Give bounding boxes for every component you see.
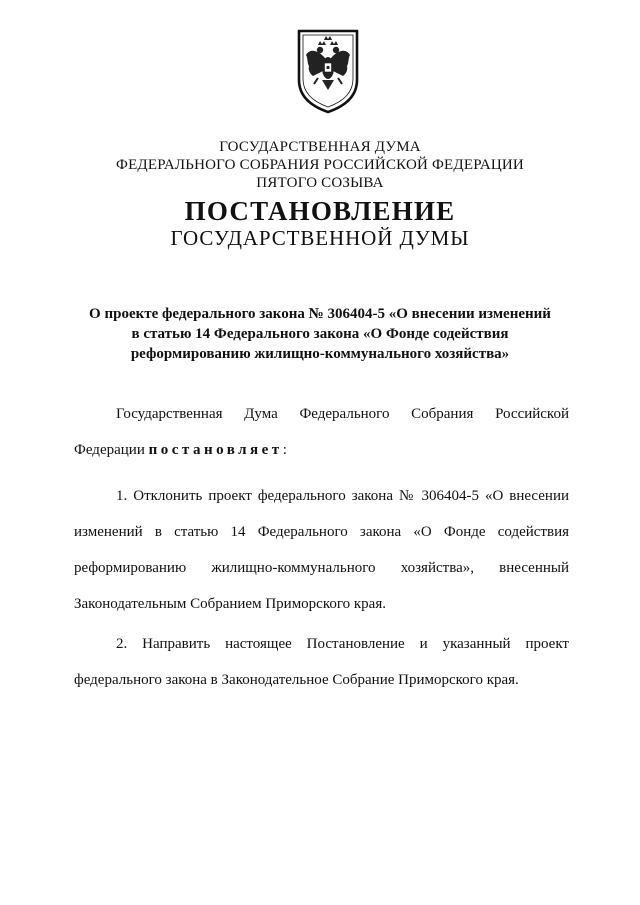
item-1-paragraph: 1. Отклонить проект федерального закона № 306404-5 «О внесении изменений в статью 14 Федерального закона «О Фонде содействия реформированию жилищно-коммунального хозяйства», внесенный Законодательным Собранием Приморского края. — [74, 488, 569, 612]
intro-text: Государственная Дума Федерального Собрания Российской Федерации — [74, 406, 569, 458]
issuer-line-2: ФЕДЕРАЛЬНОГО СОБРАНИЯ РОССИЙСКОЙ ФЕДЕРАЦИИ — [116, 157, 524, 173]
coat-of-arms-emblem-icon — [296, 28, 360, 114]
issuer-line-3: ПЯТОГО СОЗЫВА — [256, 175, 384, 191]
subject-line-2: в статью 14 Федерального закона «О Фонде содействия — [131, 326, 509, 342]
document-body — [74, 396, 569, 698]
document-subtitle: ГОСУДАРСТВЕННОЙ ДУМЫ — [170, 226, 470, 250]
document-subject — [60, 304, 580, 364]
document-title: ПОСТАНОВЛЕНИЕ — [184, 196, 456, 226]
resolves-word: постановляет — [148, 442, 283, 458]
subject-line-3: реформированию жилищно-коммунального хозяйства» — [130, 346, 510, 362]
issuer-header — [0, 138, 640, 192]
item-2-paragraph: 2. Направить настоящее Постановление и указанный проект федерального закона в Законодательное Собрание Приморского края. — [74, 636, 569, 688]
issuer-line-1: ГОСУДАРСТВЕННАЯ ДУМА — [219, 139, 421, 155]
intro-colon: : — [282, 442, 287, 458]
intro-paragraph — [74, 396, 569, 468]
subject-line-1: О проекте федерального закона № 306404-5 «О внесении изменений — [89, 306, 551, 322]
